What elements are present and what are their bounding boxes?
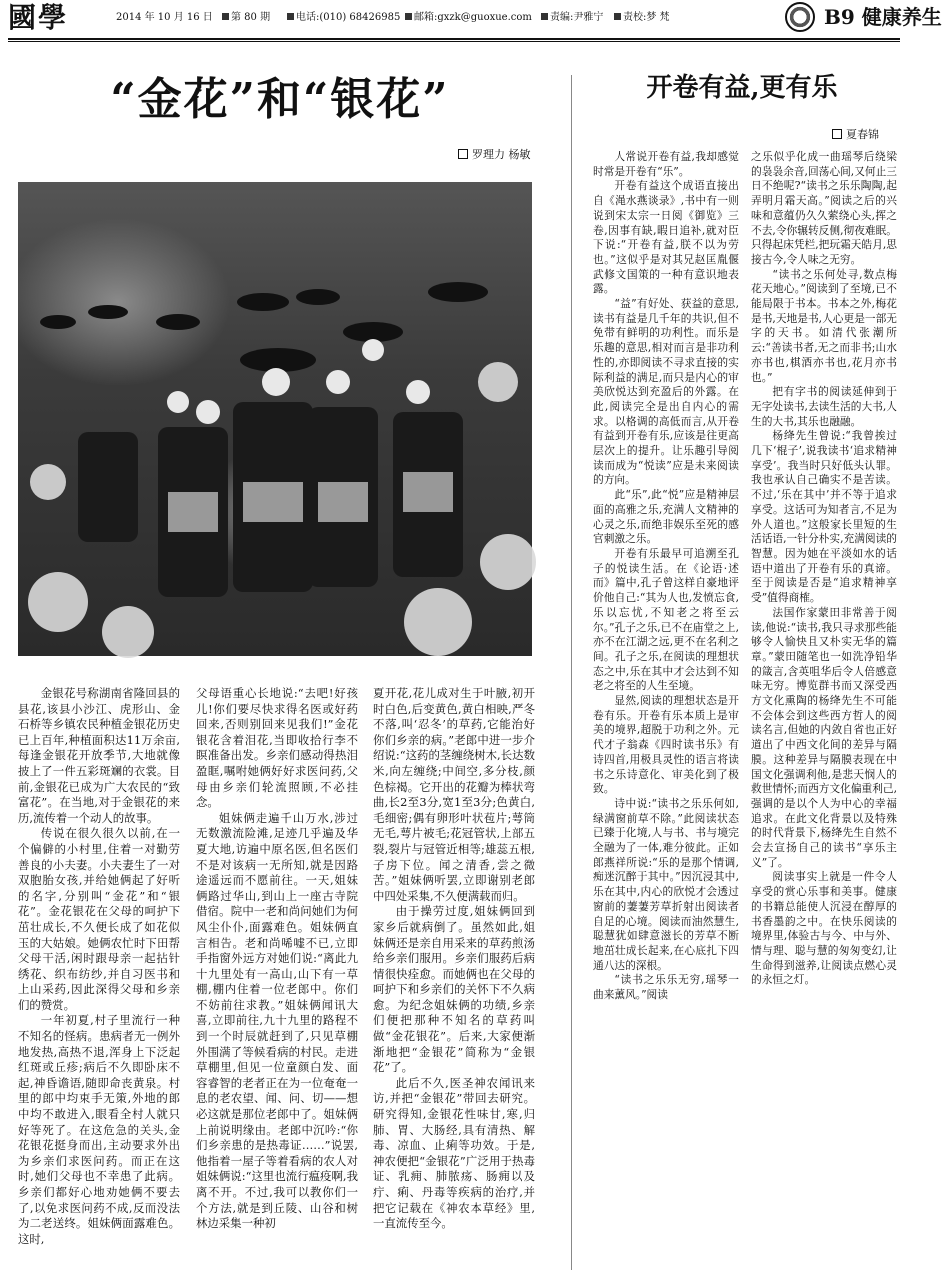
bullet-icon — [541, 13, 548, 20]
paragraph: 把有字书的阅读延伸到于无字处读书,去读生活的大书,人生的大书,其乐也融融。 — [751, 385, 897, 428]
paragraph: 一年初夏,村子里流行一种不知名的怪病。患病者无一例外地发热,高热不退,浑身上下泛起红斑或丘疹;病后不久即卧床不起,神昏谵语,随即命丧黄泉。村里的郎中均束手无策,外地的郎中均不敢进入,眼看全村人就只好等死了。在这危急的关头,金花银花挺身而出,主动要求外出为乡亲们求医问药。而正在这时,她们父母也不幸患了此病。乡亲们都好心地劝她俩不要去了,以免求医问药不成,反而没法为二老送终。姐妹俩面露难色。这时, — [18, 1013, 180, 1246]
masthead-rule-thin — [8, 41, 900, 42]
proofreader — [614, 12, 670, 24]
paragraph: 传说在很久很久以前,在一个偏僻的小村里,住着一对勤劳善良的小夫妻。小夫妻生了一对双胞胎女孩,并给她俩起了好听的名字,分别叫“金花”和“银花”。金花银花在父母的呵护下茁壮成长,不久便长成了如花似玉的大姑娘。她俩农忙时下田帮父母干活,闲时跟母亲一起拈针绣花、织布纺纱,并自习医书和上山采药,因此深得父母和乡亲们的赞赏。 — [18, 826, 180, 1012]
paragraph: “读书之乐何处寻,数点梅花天地心。”阅读到了至境,已不能局限于书本。书本之外,梅花是书,天地是书,人心更是一部无字的天书。如清代张潮所云:“善读书者,无之而非书;山水亦书也,棋酒亦书也,花月亦书也。” — [751, 267, 897, 384]
issue-date: 2014 年 10 月 16 日 — [116, 12, 213, 23]
paragraph: 杨绛先生曾说:“我曾挨过几下‘棍子’,说我读书‘追求精神享受’。我当时只好低头认罪。我也承认自己确实不是苦读。不过,‘乐在其中’并不等于追求享受。这话可为知者言,不足为外人道也。”这般家长里短的生活话语,一针分朴实,充满阅读的智慧。因为她在平淡如水的话语中道出了开卷有乐的真谛。至于阅读是否是“追求精神享受”值得商榷。 — [751, 429, 897, 605]
issue-number-text: 第 80 期 — [231, 12, 271, 23]
byline-box-icon — [458, 149, 468, 159]
paragraph: 由于操劳过度,姐妹俩回到家乡后就病倒了。虽然如此,姐妹俩还是亲自用采来的草药煎汤给乡亲们服用。乡亲们服药后病情很快痊愈。而她俩也在父母的呵护下和乡亲们的关怀下不久病愈。为纪念姐妹俩的功绩,乡亲们便把那种不知名的草药叫做“金花银花”。后来,大家便渐渐地把“金银花”简称为“金银花”了。 — [373, 904, 535, 1075]
bullet-icon — [405, 13, 412, 20]
right-byline-text: 夏春锦 — [846, 128, 879, 141]
paragraph: 法国作家蒙田非常善于阅读,他说:“读书,我只寻求那些能够令人愉快且又朴实无华的篇章。”蒙田随笔也一如洗净铅华的箴言,含英咀华后令人倍感意味无穷。博览群书而又深受西方文化熏陶的杨绛先生不可能不会体会到这些西方哲人的阅读名言,但她的内敛自省也正好道出了中西文化间的差异与隔膜。这种差异与隔膜表现在中国文化强调利他,是悲天悯人的救世情怀;而西方文化偏重利己,强调的是以个人为中心的幸福追求。在此文化背景以及特殊的时代背景下,杨绛先生自然不会去宣扬自己的读书“享乐主义”了。 — [751, 605, 897, 869]
bullet-icon — [222, 13, 229, 20]
left-article-title: “金花”和“银花” — [110, 74, 450, 125]
paragraph: 显然,阅读的理想状态是开卷有乐。开卷有乐本质上是审美的境界,超脱于功利之外。元代才子翁森《四时读书乐》有诗四首,用极具灵性的语言将读书之乐诗意化、审美化到了极致。 — [593, 694, 739, 796]
right-article-column-1 — [593, 150, 739, 1003]
right-article-byline — [832, 128, 879, 142]
left-article-column-3 — [373, 686, 535, 1232]
right-article-column-2 — [751, 150, 897, 988]
left-article-byline — [458, 148, 531, 162]
paragraph: 姐妹俩走遍千山万水,涉过无数激流险滩,足迹几乎遍及华夏大地,访遍中原名医,但名医们不是对该病一无所知,就是因路途遥远而不愿前往。一天,姐妹俩路过华山,到山上一座古寺院借宿。院中一老和尚问她们为何风尘仆仆,面露难色。姐妹俩直言相告。老和尚唏嘘不已,立即手指窗外远方对她们说:“离此九十九里处有一高山,山下有一草棚,棚内住着一位老郎中。你们不妨前往求教。”姐妹俩闻讯大喜,立即前往,九十九里的路程不到一个时辰就赶到了,只见草棚外围满了等候看病的村民。走进草棚里,但见一位童颜白发、面容睿智的老者正在为一位奄奄一息的老农望、闻、问、切——想必这就是那位老郎中了。姐妹俩上前说明缘由。老郎中沉吟:“你们乡亲患的是热毒证……”说罢,他指着一屋子等着看病的农人对姐妹俩说:“这里也流行瘟疫啊,我离不开。不过,我可以教你们一个方法,就是到丘陵、山谷和树林边采集一种初 — [196, 810, 358, 1231]
paragraph: 此“乐”,此“悦”应是精神层面的高雅之乐,充满人文精神的心灵之乐,而绝非娱乐至死的感官刺激之乐。 — [593, 488, 739, 546]
bullet-icon — [287, 13, 294, 20]
left-article-column-2 — [196, 686, 358, 1232]
paragraph: 人常说开卷有益,我却感觉时常是开卷有“乐”。 — [593, 150, 739, 178]
emblem-icon — [785, 2, 815, 32]
paragraph: 诗中说:“读书之乐乐何如,绿满窗前草不除。”此阅读状态已臻于化境,人与书、书与境完全融为了一体,难分彼此。正如郎燕祥所说:“乐的是那个情调,痴迷沉醉于其中。”因沉浸其中,乐在其中,内心的欣悦才会透过窗前的萋萋芳草折射出阅读者自足的心境。阅读而油然慧生,聪慧犹如肆意滋长的芳草不断地茁壮成长起来,在心底扎下四通八达的深根。 — [593, 796, 739, 972]
right-article-title: 开卷有益,更有乐 — [646, 73, 838, 103]
paragraph: 夏开花,花儿成对生于叶腋,初开时白色,后变黄色,黄白相映,严冬不落,叫‘忍冬’的草药,它能治好你们乡亲的病。”老郎中进一步介绍说:“这药的茎缠绕树木,长达数米,向左缠绕;中间空,多分枝,颜色棕褐。它开出的花瓣为棒状弯曲,长2至3分,宽1至3分;色黄白,毛细密;偶有卵形叶状苞片;萼筒无毛,萼片被毛;花冠管状,上部五裂,裂片与冠管近相等;雄蕊五根,子房下位。闻之清香,尝之微苦。”姐妹俩听罢,立即谢别老郎中四处采集,不久便满载而归。 — [373, 686, 535, 903]
editor-text: 责编:尹雅宁 — [550, 12, 604, 23]
paragraph: 开卷有益这个成语直接出自《渑水燕谈录》,书中有一则说到宋太宗一日阅《御览》三卷,因事有缺,暇日追补,就对臣下说:“开卷有益,朕不以为劳也。”这似乎是对其兄赵匡胤偃武修文国策的一种有意识地表露。 — [593, 179, 739, 296]
paragraph: 父母语重心长地说:“去吧!好孩儿!你们要尽快求得名医或好药回来,否则别回来见我们!”金花银花含着泪花,当即收拾行李不瞑准备出发。乡亲们感动得热泪盈眶,嘱咐她俩好好求医问药,父母由乡亲们轮流照顾,不必挂念。 — [196, 686, 358, 810]
paragraph: “读书之乐乐无穷,瑶琴一曲来薰风。”阅读 — [593, 973, 739, 1002]
photo-illustration — [18, 182, 532, 656]
paragraph: 阅读事实上就是一件令人享受的赏心乐事和美事。健康的书籍总能使人沉浸在醇厚的书香墨韵之中。在快乐阅读的境界里,体验古与今、中与外、情与理、聪与慧的匆匆变幻,让生命得到滋养,让阅读点燃心灵的永恒之灯。 — [751, 870, 897, 987]
left-article-column-1 — [18, 686, 180, 1247]
article-photo — [18, 182, 532, 656]
masthead-rule — [8, 38, 900, 40]
paragraph: 之乐似乎化成一曲瑶琴后绕梁的袅袅余音,回荡心间,又何止三日不绝呢?“读书之乐乐陶陶,起弄明月霜天高。”阅读之后的兴味和意蕴仍久久萦绕心头,挥之不去,令你辗转反侧,彻夜难眠。只得起床凭栏,把玩霜天皓月,思接古今,令人味之无穷。 — [751, 150, 897, 266]
proofreader-text: 责校:梦 梵 — [623, 12, 670, 23]
bullet-icon — [614, 13, 621, 20]
paragraph: “益”有好处、获益的意思,读书有益是几千年的共识,但不免带有鲜明的功利性。而乐是乐趣的意思,相对而言是非功利性的,亦即阅读不寻求直接的实际利益的满足,而只是内心的审美欣悦达到充盈后的外露。在此,阅读完全是出自内心的需求。以格调的高低而言,从开卷有益到开卷有乐,应该是往更高层次上的提升。让乐趣引导阅读而成为“悦读”应是未来阅读的方向。 — [593, 297, 739, 487]
email — [405, 12, 532, 24]
column-separator — [571, 75, 572, 1270]
section-label: B9 健康养生 — [824, 5, 942, 29]
phone — [287, 12, 400, 24]
paragraph: 开卷有乐最早可追溯至孔子的悦读生活。在《论语·述而》篇中,孔子曾这样自豪地评价他自己:“其为人也,发愤忘食,乐以忘忧,不知老之将至云尔。”孔子之乐,已不在庙堂之上,亦不在江湖之远,更不在名利之间。孔子之乐,在阅读的理想状态之中,乐在其中才会达到不知老之将至的人生至境。 — [593, 546, 739, 693]
left-byline-text: 罗理力 杨敏 — [472, 148, 531, 161]
paragraph: 此后不久,医圣神农闻讯来访,并把“金银花”带回去研究。研究得知,金银花性味甘,寒,归肺、胃、大肠经,具有清热、解毒、凉血、止痢等功效。于是,神农便把“金银花”广泛用于热毒证、乳痈、肺脓疡、肠痈以及疔、痢、丹毒等疾病的治疗,并把它记载在《神农本草经》里,一直流传至今。 — [373, 1075, 535, 1231]
paragraph: 金银花号称湖南省隆回县的县花,该县小沙江、虎形山、金石桥等乡镇农民种植金银花历史已上百年,种植面积达11万余亩,每逢金银花开放季节,大地就像披上了一件五彩斑斓的衣裳。目前,金银花已成为广大农民的“致富花”。在当地,对于金银花的来历,流传着一个动人的故事。 — [18, 686, 180, 825]
issue-number — [222, 12, 270, 24]
editor — [541, 12, 603, 24]
newspaper-logo: 國學 — [8, 1, 69, 34]
phone-text: 电话:(010) 68426985 — [296, 12, 401, 23]
email-text: 邮箱:gxzk@guoxue.com — [414, 12, 532, 23]
byline-box-icon — [832, 129, 842, 139]
masthead — [0, 0, 942, 38]
